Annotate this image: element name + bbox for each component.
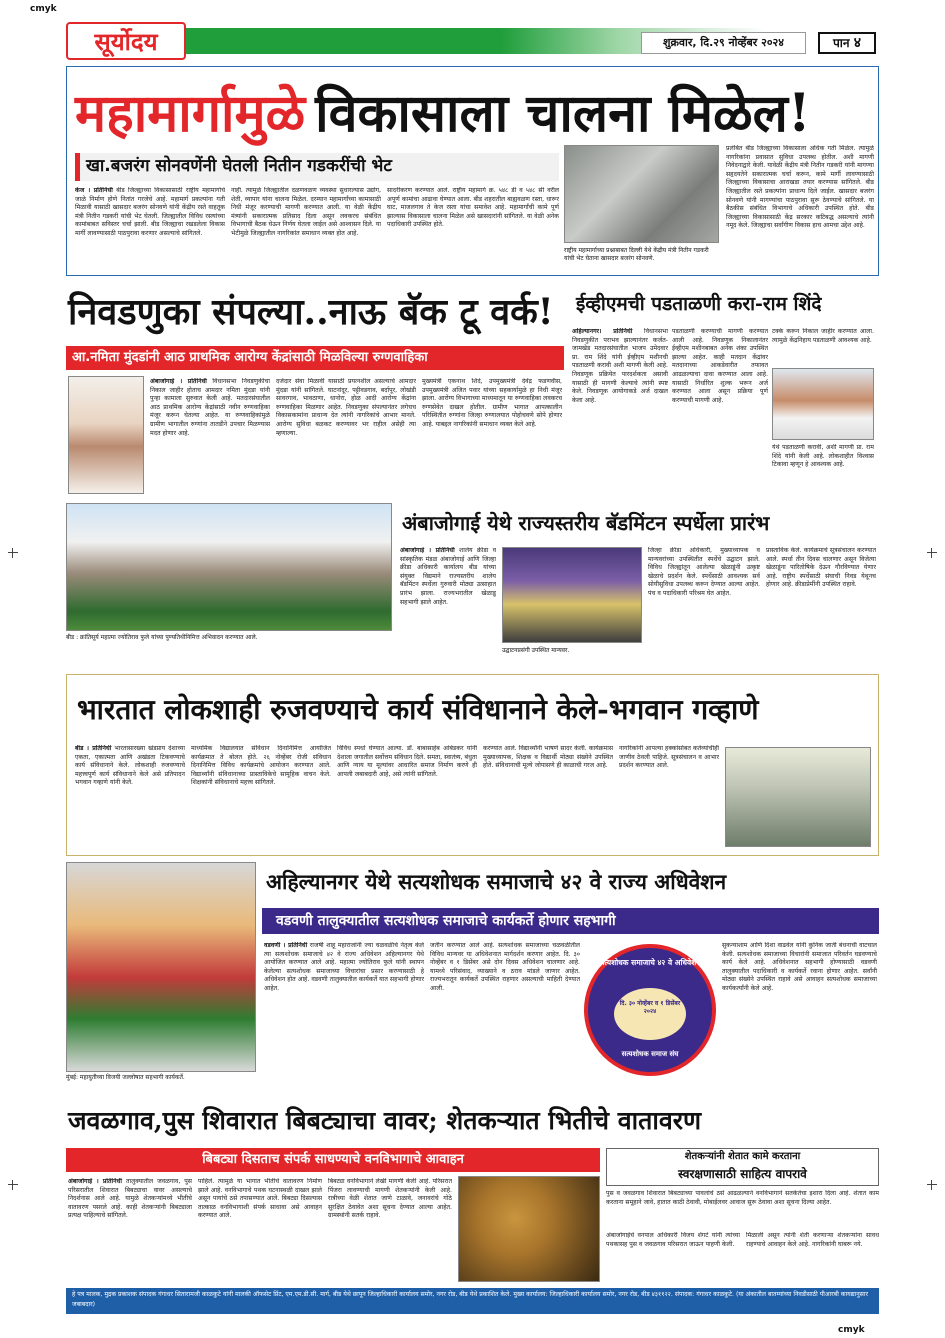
story5-dateline: बीड । प्रतिनिधी <box>75 745 112 752</box>
phule-tribute-photo <box>66 503 392 631</box>
story-namita <box>66 282 564 498</box>
story5-body-col4: करण्यात आले. विद्यार्थ्यांनी भाषणे सादर केली. कार्यक्रमास मुख्याध्यापक, शिक्षक व विद्यार्थी मोठ्या संख्येने उपस्थित होते. संविधानाची मूल्ये जोपासणे ही काळाची गरज आहे. <box>483 745 613 770</box>
page-number: ४ <box>853 35 862 51</box>
story-satyashodhak <box>262 862 879 1094</box>
registration-mark <box>927 1180 937 1190</box>
story2-headline: निवडणुका संपल्या..नाऊ बॅक टू वर्क! <box>68 291 554 333</box>
sidebar-head <box>606 1148 879 1186</box>
page-number-box <box>818 32 876 54</box>
story7-dateline: अंबाजोगाई । प्रतिनिधी <box>68 1178 122 1185</box>
lead-subhead-text: खा.बजरंग सोनवणेंनी घेतली नितीन गडकरींची भेट <box>86 156 392 176</box>
story6-subhead-text: वडवणी तालुक्यातील सत्यशोधक समाजाचे कार्यकर्ते होणार सहभागी <box>276 913 616 929</box>
story6-body-col1: वडवणी । प्रतिनिधी राजर्षी शाहू महाराजांनी ज्या चळवळीचे नेतृत्व केले त्या सत्यशोधक समाजाचे ४२ वे राज्य अधिवेशन अहिल्यानगर येथे आयोजित करण्यात आले आहे. महात्मा ज्योतिराव फुले यांनी स्थापन केलेल्या सत्यशोधक समाजाच्या विचारांचा प्रसार करण्यासाठी हे अधिवेशन होत आहे. वडवणी तालुक्यातील कार्यकर्ते यात सहभागी होणार आहेत. <box>264 942 424 992</box>
lead-photo <box>564 145 719 243</box>
story3-body-col4: येथे पडताळणी करावी, अशी मागणी प्रा. राम शिंदे यांनी केली आहे. लोकशाहीत विश्वास टिकावा म्हणून हे आवश्यक आहे. <box>772 444 874 469</box>
story7-body-col2: पाहिले. त्यामुळे या भागात भीतीचे वातावरण निर्माण झाले आहे. वनविभागाचे पथक घटनास्थळी दाखल झाले असून पायांचे ठसे तपासण्यात आले. बिबट्या दिसल्यास तात्काळ वनविभागाशी संपर्क साधावा असे आवाहन करण्यात आले. <box>198 1178 322 1220</box>
story2-dateline: अंबाजोगाई । प्रतिनिधी <box>150 378 207 385</box>
lead-headline <box>75 73 871 149</box>
sidebar-head-line2: स्वरक्षणासाठी साहित्य वापरावे <box>678 1167 807 1181</box>
story3-dateline: अहिल्यानगर। प्रतिनिधी <box>572 328 633 335</box>
story2-subhead <box>66 346 564 370</box>
story7-subhead <box>66 1148 600 1172</box>
lead-headline-black: विकासाला चालना मिळेल! <box>315 82 811 144</box>
story4-dateline: अंबाजोगाई । प्रतिनिधी <box>400 547 455 554</box>
celebration-caption: मुंबई: महायुतीच्या विजयी जल्लोषात सहभागी कार्यकर्ते. <box>66 1074 185 1081</box>
story3-portrait <box>772 368 874 440</box>
lead-body-col1: केज । प्रतिनिधी बीड जिल्ह्याच्या विकासासाठी राष्ट्रीय महामार्गाचे जाळे निर्माण होणे नितांत गरजेचे आहे. महामार्ग प्रकल्पांना गती मिळावी यासाठी खासदार बजरंग सोनवणे यांनी केंद्रीय रस्ते वाहतूक मंत्री नितीन गडकरी यांची भेट घेतली. जिल्ह्यातील विविध रस्त्यांच्या कामांबाबत सविस्तर चर्चा झाली. बीड जिल्ह्याचा रखडलेला विकास मार्गी लावण्यासाठी पाठपुरावा करणार असल्याचे सांगितले. <box>75 187 225 237</box>
print-mark-top: cmyk <box>30 4 57 14</box>
emblem-center-text: दि. ३० नोव्हेंबर व १ डिसेंबर २०२४ <box>619 1000 681 1015</box>
lead-headline-red: महामार्गामुळे <box>75 82 306 144</box>
story6-body-col2: जतीन करण्यात आले आहे. सत्यशोधक समाजाच्या चळवळीतील विविध मान्यवर या अधिवेशनात मार्गदर्शन करणार आहेत. दि. ३० नोव्हेंबर व १ डिसेंबर असे दोन दिवस अधिवेशन चालणार आहे. यामध्ये परिसंवाद, व्याख्याने व ठराव मांडले जाणार आहेत. राज्यभरातून कार्यकर्ते उपस्थित राहणार असल्याची माहिती देण्यात आली. <box>430 942 580 992</box>
print-mark-bottom: cmyk <box>838 1325 865 1335</box>
story6-dateline: वडवणी । प्रतिनिधी <box>264 942 308 949</box>
story5-photo <box>725 747 871 847</box>
page-label: पान <box>832 36 850 50</box>
story5-body-col2: माध्यमिक विद्यालयात संविधान दिनानिमित्त आयोजित कार्यक्रमात ते बोलत होते. २६ नोव्हेंबर रोजी संविधान दिनानिमित्त विविध कार्यक्रमांचे आयोजन करण्यात आले. विद्यार्थ्यांनी संविधानाच्या प्रास्ताविकेचे सामूहिक वाचन केले. शिक्षकांनी संविधानाचे महत्त्व सांगितले. <box>191 745 331 787</box>
story-evm <box>570 282 879 498</box>
story4-photo-caption: उद्घाटनप्रसंगी उपस्थित मान्यवर. <box>502 647 570 654</box>
imprint-footer <box>66 1288 879 1314</box>
emblem-top-text: सत्यशोधक समाजाचे ४२ वे अधिवेशन <box>599 958 701 967</box>
sidebar-body-3: मिळाली असून त्यांनी शेती करणाऱ्या शेतकऱ्यांना सावध राहण्याचे आवाहन केले आहे. नागरिकांनी घाबरू नये. <box>746 1232 879 1248</box>
story-leopard <box>66 1098 879 1286</box>
phule-tribute-caption: बीड : क्रांतिसूर्य महात्मा ज्योतिराव फुले यांच्या पुण्यतिथीनिमित्त अभिवादन करण्यात आले. <box>66 634 258 641</box>
lead-subhead <box>75 153 559 181</box>
story3-body-col1: अहिल्यानगर। प्रतिनिधी विधानसभा निवडणुकीत पराभव झाल्यानंतर कर्जत-जामखेड मतदारसंघातील भाजप उमेदवार प्रा. राम शिंदे यांनी ईव्हीएम मशीनची पडताळणी करावी अशी मागणी केली आहे. निवडणूक प्रक्रियेत पारदर्शकता असावी यासाठी ही मागणी केल्याचे त्यांनी स्पष्ट केले. निवडणूक आयोगाकडे अर्ज दाखल केला आहे. <box>572 328 668 404</box>
story-badminton <box>398 503 879 663</box>
lead-photo-caption: राष्ट्रीय महामार्गाच्या प्रश्नाबाबत दिल्ली येथे केंद्रीय मंत्री नितीन गडकरी यांची भेट घेताना खासदार बजरंग सोनवणे. <box>564 247 709 262</box>
story7-subhead-text: बिबट्या दिसताच संपर्क साधण्याचे वनविभागाचे आवाहन <box>202 1152 464 1167</box>
sidebar-body-2: अंबाजोगाईचे वनपाल अधिकारी विजय शेंगटे यांनी त्यांच्या पथकासह पुस व जवळगाव परिसरात जाऊन पाहणी केली. <box>606 1232 740 1248</box>
registration-mark <box>927 548 937 558</box>
lead-dateline: केज । प्रतिनिधी <box>75 187 113 194</box>
story3-body-col2: पडताळणी करण्याची मागणी करण्यात आली आहे. निवडणूक निकालानंतर ईव्हीएम मशीनबाबत अनेक शंका उपस्थित झाल्या आहेत. काही मतदान केंद्रांवर मतदानाच्या आकडेवारीत तफावत आढळल्याचा दावा करण्यात आला आहे. यासाठी निर्धारित शुल्क भरून अर्ज करण्यात आला असून प्रक्रिया पूर्ण करण्याची मागणी आहे. <box>672 328 768 404</box>
registration-mark <box>8 548 18 558</box>
masthead-date: शुक्रवार, दि.२९ नोव्हेंबर २०२४ <box>641 32 806 54</box>
story2-body-col2: दर्जेदार सेवा मिळावी यासाठी प्रयत्नशील असल्याचे आमदार मुंदडा यांनी सांगितले. घाटनांदूर, पट्टीवडगाव, बर्दापूर, लोखंडी सावरगाव, भावठाणा, धानोरा, होळ आदी आरोग्य केंद्रांना रुग्णवाहिका मिळणार आहेत. निवडणुका संपल्यानंतर लगेचच विकासकामांना प्राधान्य देत त्यांनी नागरिकांचे आभार मानले. आरोग्य सुविधा बळकट करण्यावर भर राहील असेही त्या म्हणाल्या. <box>276 378 416 437</box>
story6-emblem <box>584 944 716 1076</box>
lead-body-col4: प्रलंबित बीड जिल्ह्याच्या विकासाला अधिक गती मिळेल. त्यामुळे नागरिकांना प्रवासात सुविधा उपलब्ध होतील. अशी मागणी निवेदनाद्वारे केली. यावेळी केंद्रीय मंत्री नितीन गडकरी यांनी मागण्या सहृदयतेने सकारात्मक चर्चा करून, कामे मार्गी लावण्यासाठी जिल्ह्याच्या विकासाचा आराखडा तयार करण्यास सांगितले. बीड जिल्ह्यातील रस्ते प्रकल्पांना प्राधान्य दिले जाईल. खासदार बजरंग सोनवणे यांनी मागण्यांचा पाठपुरावा सुरू ठेवण्याचे सांगितले. या बैठकीस संबंधित विभागाचे अधिकारी उपस्थित होते. बीड जिल्ह्याच्या विकासासाठी केंद्र सरकार कटिबद्ध असल्याचे त्यांनी नमूद केले. जिल्ह्याचा सर्वांगीण विकास हाच आमचा उद्देश आहे. <box>726 145 874 230</box>
story2-subhead-text: आ.नमिता मुंदडांनी आठ प्राथमिक आरोग्य केंद्रांसाठी मिळविल्या रुग्णवाहिका <box>72 350 428 365</box>
story7-body-col3: बिबट्या वनविभागाने लेखी मागणी केली आहे. परिसरात पिंजरा लावण्याची मागणी शेतकऱ्यांनी केली आहे. रात्रीच्या वेळी शेतात जाणे टाळावे, जनावरांचे गोठे सुरक्षित ठेवावेत अशा सूचना देण्यात आल्या आहेत. ग्रामस्थांनी सतर्क राहावे. <box>328 1178 452 1220</box>
story2-body-col1: अंबाजोगाई । प्रतिनिधी विधानसभा निवडणुकीचा निकाल जाहीर होताच आमदार नमिता मुंदडा यांनी पुन्हा कामाला सुरुवात केली आहे. मतदारसंघातील आठ प्राथमिक आरोग्य केंद्रांसाठी नवीन रुग्णवाहिका मंजूर करून घेतल्या आहेत. या रुग्णवाहिकांमुळे ग्रामीण भागातील रुग्णांना तातडीने उपचार मिळण्यास मदत होणार आहे. <box>150 378 270 437</box>
story4-body-col1: अंबाजोगाई । प्रतिनिधी शालेय क्रीडा व सांस्कृतिक मंडळ अंबाजोगाई आणि जिल्हा क्रीडा अधिकारी कार्यालय बीड यांच्या संयुक्त विद्यमाने राज्यस्तरीय शालेय बॅडमिंटन स्पर्धेला गुरुवारी मोठ्या उत्साहात प्रारंभ झाला. राज्यभरातील खेळाडू सहभागी झाले आहेत. <box>400 547 496 606</box>
sidebar-body-1: पुस व जवळगाव शिवारात बिबट्याच्या पावलांचे ठसे आढळल्याने वनविभागाने सतर्कतेचा इशारा दिला आहे. शेतात काम करताना समूहाने जावे, हातात काठी ठेवावी, मोबाईलवर आवाज सुरू ठेवावा अशा सूचना दिल्या आहेत. <box>606 1190 879 1206</box>
story6-headline: अहिल्यानगर येथे सत्यशोधक समाजाचे ४२ वे राज्य अधिवेशन <box>266 869 727 894</box>
imprint-text: हे पत्र मालक, मुद्रक प्रकाशक संपादक गंगाधर सितारामजी काळकुटे यांनी मालकी ऑफसेट प्रिंट, एम.एम.डी.सी. मार्ग, बीड येथे छापून जिल्हाधिकारी कार्यालय समोर, नगर रोड, बीड येथे प्रकाशित केले. मुख्य कार्यालय: जिल्हाधिकारी कार्यालय समोर, नगर रोड, बीड ४३११२२. संपादक: गंगाधर काळकुटे. (या अंकातील बातम्यांच्या निवडीसाठी पीआरबी कायद्यानुसार जबाबदार) <box>72 1291 868 1308</box>
story4-body-col2: जिल्हा क्रीडा अधिकारी, मुख्याध्यापक व मान्यवरांच्या उपस्थितीत स्पर्धेचे उद्घाटन झाले. विविध जिल्ह्यांतून आलेल्या खेळाडूंनी उत्कृष्ट खेळाचे प्रदर्शन केले. स्पर्धेसाठी आवश्यक सर्व सोयीसुविधा उपलब्ध करून देण्यात आल्या आहेत. पंच व पदाधिकारी परिश्रम घेत आहेत. <box>648 547 760 597</box>
registration-mark <box>8 1180 18 1190</box>
masthead-title-box <box>66 22 186 60</box>
masthead-title: सूर्योदय <box>94 26 158 56</box>
lead-body-col2: नाही. त्यामुळे जिल्ह्यातील दळणवळण व्यवस्था सुधारल्यास उद्योग, शेती, व्यापार यांना चालना मिळेल. दरम्यान महामार्गांच्या कामासाठी निधी मंजूर करण्याची मागणी करण्यात आली. या वेळी केंद्रीय मंत्र्यांनी सकारात्मक प्रतिसाद दिला असून लवकरच संबंधित विभागाची बैठक घेऊन निर्णय घेतला जाईल असे आश्वासन दिले. या भेटीमुळे जिल्ह्यातील नागरिकांत समाधान व्यक्त होत आहे. <box>231 187 381 237</box>
story4-body-col3: प्रास्ताविक केले. कार्यक्रमाचे सूत्रसंचालन करण्यात आले. स्पर्धा तीन दिवस चालणार असून विजेत्या खेळाडूंना पारितोषिके देऊन गौरविण्यात येणार आहे. राष्ट्रीय स्पर्धेसाठी संघाची निवड येथूनच होणार आहे. क्रीडाप्रेमींनी उपस्थित राहावे. <box>766 547 876 589</box>
story7-headline: जवळगाव,पुस शिवारात बिबट्याचा वावर; शेतकऱ्यात भितीचे वातावरण <box>68 1106 702 1135</box>
story5-headline: भारतात लोकशाही रुजवण्याचे कार्य संविधानाने केले-भगवान गव्हाणे <box>77 693 759 726</box>
story6-body-col3: सुकन्याशाम आणि दिशा वाढवेल यांनी कुनिक जाती बंधनाची वाटचाल केली. सत्यशोधक समाजाच्या विचारांनी समाजात परिवर्तन घडवण्याचे कार्य केले आहे. अधिवेशनात सहभागी होण्यासाठी वडवणी तालुक्यातील पदाधिकारी व कार्यकर्ते रवाना होणार आहेत. सर्वांनी मोठ्या संख्येने उपस्थित राहावे असे आवाहन सत्यशोधक समाजाच्या कार्यकर्त्यांनी केले आहे. <box>722 942 877 992</box>
story5-body-col1: बीड । प्रतिनिधी भारतासारख्या खंडप्राय देशाच्या एकता, एकात्मता आणि अखंडता टिकवण्याचे कार्य संविधानाने केले. लोकशाही रुजवण्याचे महत्त्वपूर्ण कार्य संविधानाने केले असे प्रतिपादन भगवान गव्हाणे यांनी केले. <box>75 745 185 787</box>
story7-body-col1: अंबाजोगाई । प्रतिनिधी तालुक्यातील जवळगाव, पुस परिसरातील शिवारात बिबट्याचा वावर असल्याचे निदर्शनास आले आहे. यामुळे शेतकऱ्यांमध्ये भीतीचे वातावरण पसरले आहे. काही शेतकऱ्यांनी बिबट्याला प्रत्यक्ष पाहिल्याचे सांगितले. <box>68 1178 192 1220</box>
story4-headline: अंबाजोगाई येथे राज्यस्तरीय बॅडमिंटन स्पर्धेला प्रारंभ <box>402 511 770 535</box>
story5-body-col5: नागरिकांनी आपल्या हक्कांसोबत कर्तव्यांचीही जाणीव ठेवली पाहिजे. सूत्रसंचालन व आभार प्रदर्शन करण्यात आले. <box>619 745 719 770</box>
story3-headline: ईव्हीएमची पडताळणी करा-राम शिंदे <box>576 293 822 315</box>
story2-portrait <box>68 376 144 494</box>
lead-body-col3: सादरीकरण करण्यात आले. राष्ट्रीय महामार्ग क्र. ५४८ डी व ५४८ सी वरील अपूर्ण कामांचा आढावा घेण्यात आला. बीड शहरातील बाह्यवळण रस्ता, धारूर घाट, माजलगाव ते केज रस्ता यांचा समावेश आहे. महामार्गांची कामे पूर्ण झाल्यास विकासाला चालना मिळेल असे खासदारांनी सांगितले. या वेळी अनेक पदाधिकारी उपस्थित होते. <box>387 187 559 229</box>
story2-body-col3: मुख्यमंत्री एकनाथ शिंदे, उपमुख्यमंत्री देवेंद्र फडणवीस, उपमुख्यमंत्री अजित पवार यांच्या सहकार्यामुळे हा निधी मंजूर झाला. आरोग्य विभागाच्या माध्यमातून या रुग्णवाहिका लवकरच रुग्णसेवेत दाखल होतील. ग्रामीण भागात आपत्कालीन परिस्थितीत रुग्णांना जिल्हा रुग्णालयात पोहोचवणे सोपे होणार आहे. याबद्दल नागरिकांनी समाधान व्यक्त केले आहे. <box>422 378 562 428</box>
story4-photo <box>502 547 642 643</box>
celebration-photo <box>66 862 256 1072</box>
story6-subhead <box>262 908 879 934</box>
story7-sidebar <box>606 1148 879 1282</box>
story-samvidhan <box>66 674 879 856</box>
lead-story <box>66 66 879 276</box>
sidebar-head-line1: शेतकऱ्यांनी शेतात कामे करताना <box>684 1151 801 1162</box>
emblem-bottom-text: सत्यशोधक समाज संघ <box>621 1050 679 1058</box>
masthead <box>66 22 879 62</box>
story3-body-col3: टक्के करून निकाल जाहीर करण्यात आला. त्यामुळे केंद्रनिहाय पडताळणी आवश्यक आहे. <box>772 328 874 344</box>
leopard-photo <box>458 1176 600 1282</box>
story5-body-col3: विविध स्पर्धा घेण्यात आल्या. डॉ. बाबासाहेब आंबेडकर यांनी देशाला जगातील सर्वोत्तम संविधान दिले. समता, स्वातंत्र्य, बंधुता आणि न्याय या मूल्यांवर आधारित समाज निर्माण करणे ही आपली जबाबदारी आहे, असे त्यांनी सांगितले. <box>337 745 477 778</box>
